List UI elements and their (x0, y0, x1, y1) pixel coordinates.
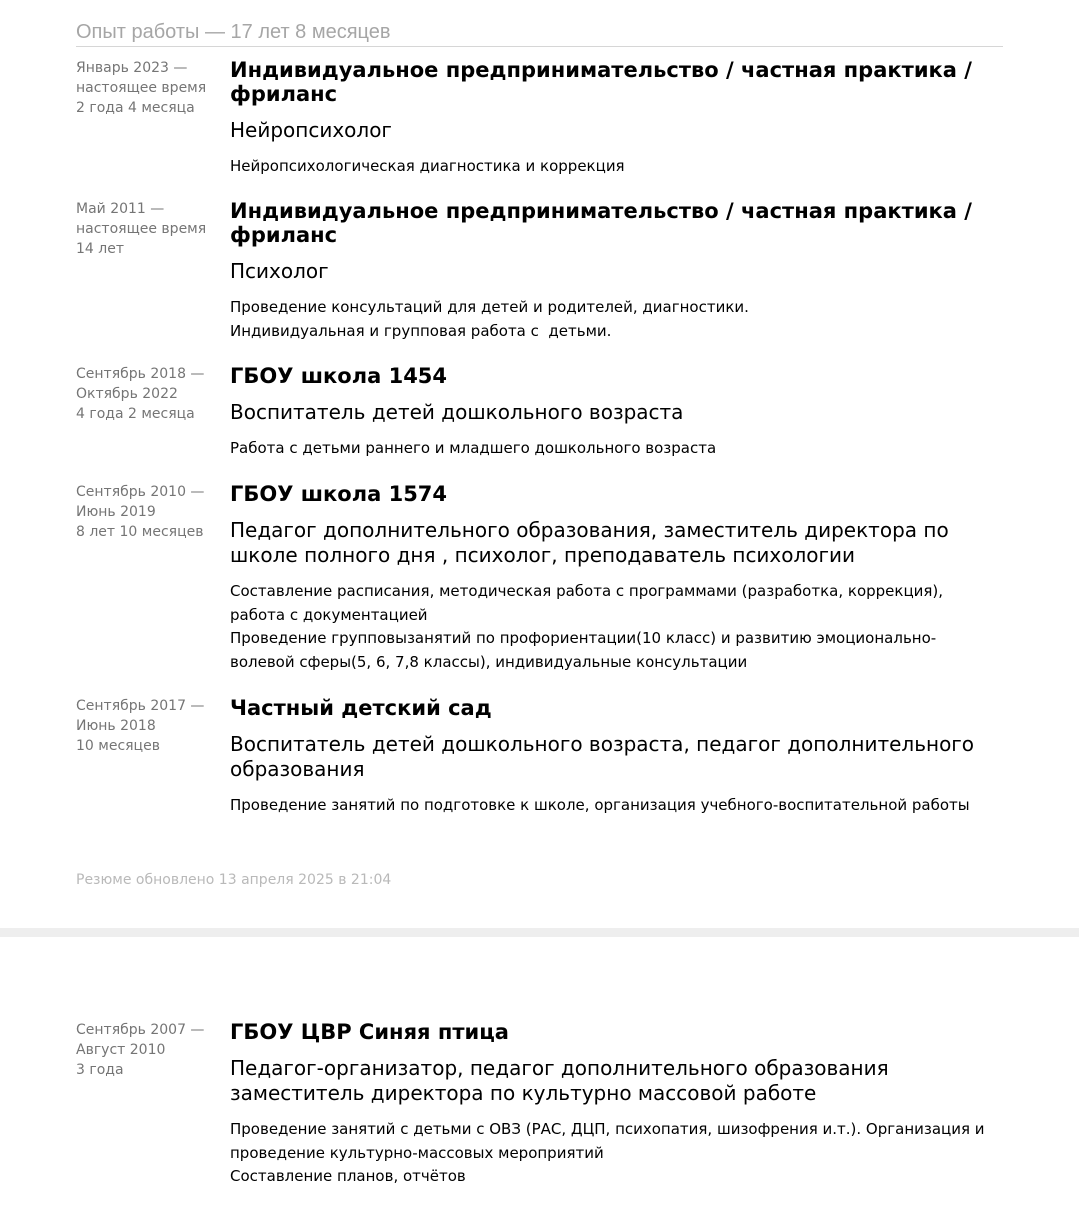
job-duration: 4 года 2 месяца (76, 406, 195, 422)
job-company-line: фриланс (230, 223, 338, 247)
job-company (230, 199, 1000, 247)
job-description (230, 794, 1000, 818)
job-description-line: работа с документацией (230, 605, 428, 624)
job-position-line: Воспитатель детей дошкольного возраста, педагог дополнительного (230, 732, 975, 756)
job-dates (76, 482, 226, 542)
job-dates (76, 696, 226, 756)
job-description (230, 580, 1000, 674)
job-position-line: Психолог (230, 259, 329, 283)
job-description (230, 437, 1000, 461)
job-date-end: Июнь 2018 (76, 718, 156, 734)
job-company-line: фриланс (230, 82, 338, 106)
job-date-start: Сентябрь 2017 — (76, 698, 205, 714)
job-company (230, 1020, 1000, 1044)
job-description (230, 155, 1000, 179)
job-date-start: Январь 2023 — (76, 60, 188, 76)
job-date-start: Сентябрь 2010 — (76, 484, 205, 500)
page-divider (0, 928, 1079, 937)
job-company-line: ГБОУ школа 1574 (230, 482, 448, 506)
job-company-line: ГБОУ школа 1454 (230, 364, 448, 388)
job-position-line: Воспитатель детей дошкольного возраста (230, 400, 684, 424)
job-company-line: Индивидуальное предпринимательство / частная практика / (230, 199, 972, 223)
job-position (230, 118, 1000, 143)
job-duration: 8 лет 10 месяцев (76, 524, 204, 540)
job-description-line: Составление расписания, методическая работа с программами (разработка, коррекция), (230, 582, 944, 600)
job-company (230, 696, 1000, 720)
job-date-start: Сентябрь 2018 — (76, 366, 205, 382)
job-dates (76, 364, 226, 424)
job-description-line: Составление планов, отчётов (230, 1167, 466, 1185)
job-description-line: Проведение занятий с детьми с ОВЗ (РАС, ДЦП, психопатия, шизофрения и.т.). Организация и (230, 1120, 985, 1138)
job-date-end: Июнь 2019 (76, 504, 156, 520)
job-description (230, 296, 1000, 343)
job-position-line: заместитель директора по культурно массовой работе (230, 1081, 817, 1105)
job-position (230, 732, 1000, 782)
job-description-line: Индивидуальная и групповая работа с детьми. (230, 321, 612, 340)
resume-updated-date: Резюме обновлено 13 апреля 2025 в 21:04 (76, 872, 392, 888)
job-description-line: Проведение занятий по подготовке к школе, организация учебного-воспитательной работы (230, 796, 970, 814)
job-date-start: Сентябрь 2007 — (76, 1022, 205, 1038)
job-description-line: проведение культурно-массовых мероприятий (230, 1143, 604, 1162)
job-position-line: Нейропсихолог (230, 118, 392, 142)
job-description-line: Работа с детьми раннего и младшего дошкольного возраста (230, 439, 717, 457)
job-date-end: Август 2010 (76, 1042, 166, 1058)
job-description-line: Проведение групповызанятий по профориентации(10 класс) и развитию эмоционально- (230, 629, 937, 647)
job-company-line: Индивидуальное предпринимательство / частная практика / (230, 58, 972, 82)
job-position (230, 400, 1000, 425)
job-description-line: Нейропсихологическая диагностика и коррекция (230, 157, 625, 175)
job-position (230, 518, 1000, 568)
job-description-line: волевой сферы(5, 6, 7,8 классы), индивидуальные консультации (230, 652, 748, 671)
job-description-line: Проведение консультаций для детей и родителей, диагностики. (230, 298, 749, 316)
job-date-start: Май 2011 — (76, 201, 165, 217)
job-position-line: Педагог-организатор, педагог дополнительного образования (230, 1056, 889, 1080)
section-title: Опыт работы — 17 лет 8 месяцев (76, 20, 1003, 47)
job-duration: 2 года 4 месяца (76, 100, 195, 116)
job-dates (76, 199, 226, 259)
job-position-line: школе полного дня , психолог, преподаватель психологии (230, 543, 856, 567)
job-position (230, 259, 1000, 284)
job-position-line: Педагог дополнительного образования, заместитель директора по (230, 518, 949, 542)
job-date-end: настоящее время (76, 221, 207, 237)
job-duration: 10 месяцев (76, 738, 160, 754)
job-position (230, 1056, 1000, 1106)
job-company (230, 482, 1000, 506)
job-company (230, 364, 1000, 388)
job-duration: 3 года (76, 1062, 124, 1078)
job-duration: 14 лет (76, 241, 124, 257)
job-date-end: Октябрь 2022 (76, 386, 178, 402)
job-dates (76, 58, 226, 118)
job-company (230, 58, 1000, 106)
job-date-end: настоящее время (76, 80, 207, 96)
job-position-line: образования (230, 757, 365, 781)
job-description (230, 1118, 1000, 1189)
job-company-line: ГБОУ ЦВР Синяя птица (230, 1020, 509, 1044)
job-dates (76, 1020, 226, 1080)
job-company-line: Частный детский сад (230, 696, 492, 720)
